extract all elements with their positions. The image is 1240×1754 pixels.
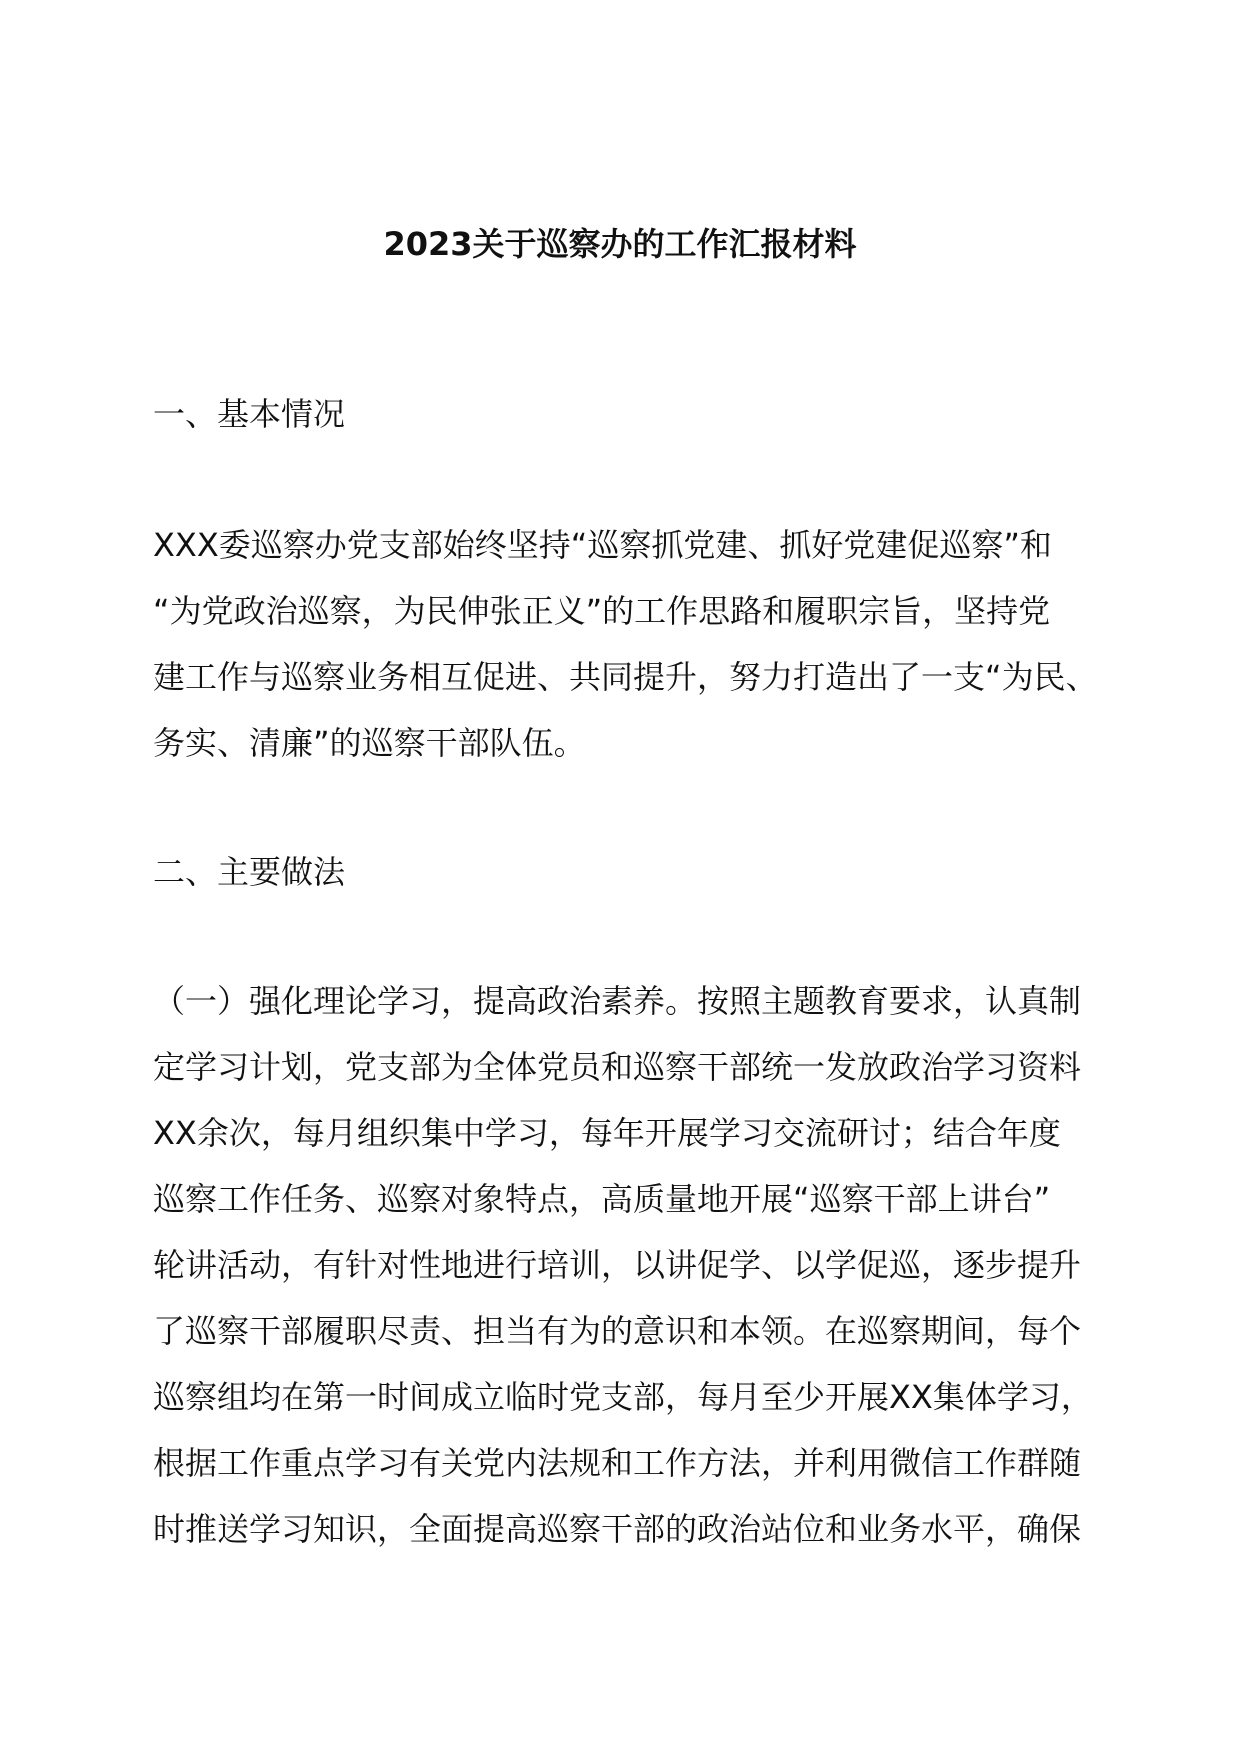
paragraph-line: XXX委巡察办党支部始终坚持“巡察抓党建、抓好党建促巡察”和 (153, 526, 1052, 564)
paragraph-line: 根据工作重点学习有关党内法规和工作方法，并利用微信工作群随 (153, 1444, 1082, 1482)
paragraph-line: 巡察工作任务、巡察对象特点，高质量地开展“巡察干部上讲台” (153, 1180, 1051, 1218)
paragraph-line: 时推送学习知识，全面提高巡察干部的政治站位和业务水平，确保 (153, 1510, 1082, 1548)
paragraph-basic-situation (153, 512, 1098, 776)
paragraph-line: 建工作与巡察业务相互促进、共同提升，努力打造出了一支“为民、 (153, 658, 1098, 696)
section-heading-main-practices: 二、主要做法 (153, 853, 346, 891)
paragraph-line: 务实、清廉”的巡察干部队伍。 (153, 724, 586, 762)
document-title: 2023关于巡察办的工作汇报材料 (383, 225, 857, 263)
paragraph-line: 巡察组均在第一时间成立临时党支部，每月至少开展XX集体学习， (153, 1378, 1093, 1416)
section-heading-basic-situation: 一、基本情况 (153, 395, 346, 433)
paragraph-line: XX余次，每月组织集中学习，每年开展学习交流研讨；结合年度 (153, 1114, 1061, 1152)
paragraph-line: 轮讲活动，有针对性地进行培训，以讲促学、以学促巡，逐步提升 (153, 1246, 1082, 1284)
paragraph-line: 定学习计划，党支部为全体党员和巡察干部统一发放政治学习资料 (153, 1048, 1082, 1086)
paragraph-line: “为党政治巡察，为民伸张正义”的工作思路和履职宗旨，坚持党 (153, 592, 1051, 630)
paragraph-main-practices (153, 968, 1093, 1562)
paragraph-line: （一）强化理论学习，提高政治素养。按照主题教育要求，认真制 (153, 982, 1082, 1020)
paragraph-line: 了巡察干部履职尽责、担当有为的意识和本领。在巡察期间，每个 (153, 1312, 1082, 1350)
